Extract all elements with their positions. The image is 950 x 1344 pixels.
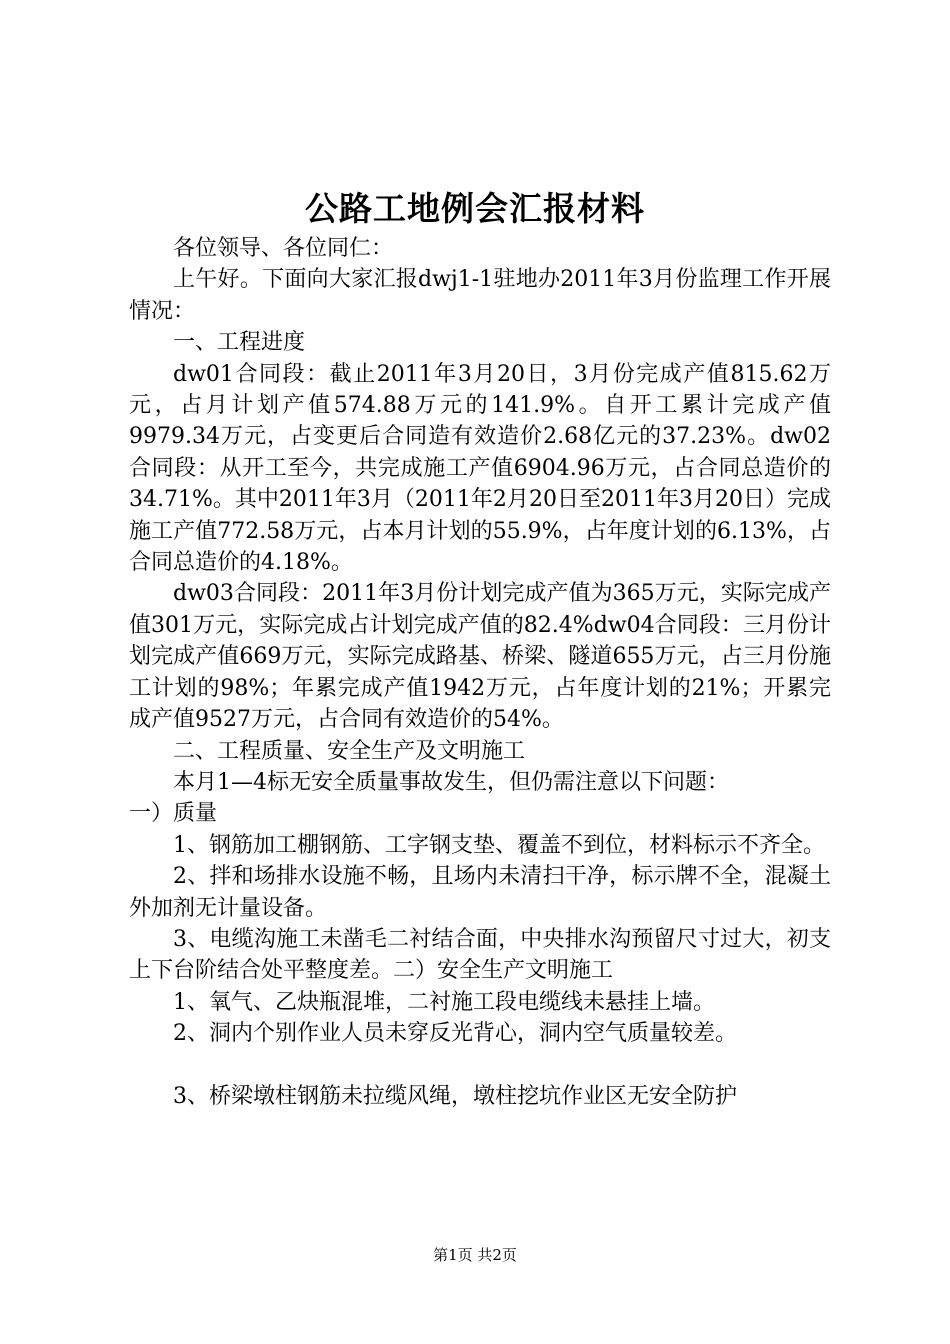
section-heading-quality-safety: 二、工程质量、安全生产及文明施工: [173, 738, 526, 764]
safety-item-2: 2、洞内个别作业人员未穿反光背心，洞内空气质量较差。: [173, 1021, 737, 1047]
paragraph-no-accidents: 本月1—4标无安全质量事故发生，但仍需注意以下问题：: [173, 769, 729, 795]
safety-item-1: 1、氧气、乙炔瓶混堆，二衬施工段电缆线未悬挂上墙。: [173, 989, 715, 1015]
document-body: [129, 233, 831, 1112]
section-heading-progress: 一、工程进度: [173, 330, 306, 356]
quality-item-3: 3、电缆沟施工未凿毛二衬结合面，中央排水沟预留尺寸过大，初支上下台阶结合处平整度差。二）安全生产文明施工: [129, 926, 831, 984]
paragraph-dw03-dw04: dw03合同段：2011年3月份计划完成产值为365万元，实际完成产值301万元，实际完成占计划完成产值的82.4%dw04合同段：三月份计划完成产值669万元，实际完成路基、桥梁、隧道655万元，占三月份施工计划的98%；年累完成产值1942万元，占年度计划的21%；开累完成产值9527万元，占合同有效造价的54%。: [129, 581, 831, 733]
document-title: 公路工地例会汇报材料: [305, 189, 645, 228]
quality-item-2: 2、拌和场排水设施不畅，且场内未清扫干净，标示牌不全，混凝土外加剂无计量设备。: [129, 864, 831, 921]
paragraph-dw01-dw02: dw01合同段：截止2011年3月20日，3月份完成产值815.62万元，占月计划产值574.88万元的141.9%。自开工累计完成产值9979.34万元，占变更后合同造有效造价2.68亿元的37.23%。dw02合同段：从开工至今，共完成施工产值6904.96万元，占合同总造价的34.71%。其中2011年3月（2011年2月20日至2011年3月20日）完成施工产值772.58万元，占本月计划的55.9%，占年度计划的6.13%，占合同总造价的4.18%。: [129, 361, 831, 576]
page-footer: 第1页 共2页: [433, 1246, 517, 1264]
paragraph-greeting: 各位领导、各位同仁：: [173, 236, 394, 261]
safety-item-3: 3、桥梁墩柱钢筋未拉缆风绳，墩柱挖坑作业区无安全防护: [173, 1083, 737, 1109]
paragraph-intro: 上午好。下面向大家汇报dwj1-1驻地办2011年3月份监理工作开展情况：: [129, 267, 831, 324]
subheading-quality: 一）质量: [129, 801, 218, 827]
quality-item-1: 1、钢筋加工棚钢筋、工字钢支垫、覆盖不到位，材料标示不齐全。: [173, 832, 825, 858]
